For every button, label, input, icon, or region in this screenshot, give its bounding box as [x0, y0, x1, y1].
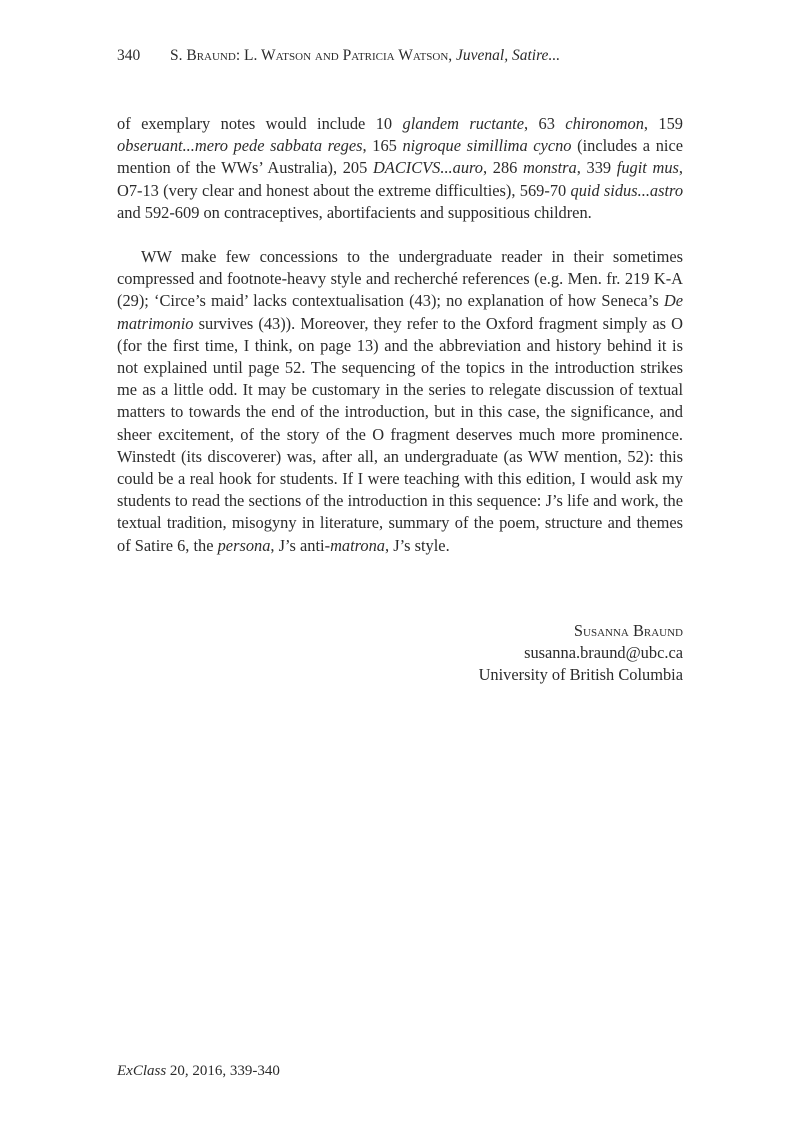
review-body [117, 113, 683, 557]
text-run: survives (43)). Moreover, they refer to the Oxford fragment simply as O (for the first time, I think, on page 13) and the abbreviation and history behind it is not explained until page 52. The sequencing of the topics in the introduction strikes me as a little odd. It may be customary in the series to relegate discussion of textual matters to towards the end of the introduction, but in this case, the significance, and sheer excitement, of the story of the O fragment deserves much more prominence. Winstedt (its discoverer) was, after all, an undergraduate (as WW mention, 52): this could be a real hook for students. If I were teaching with this edition, I would ask my students to read the sections of the introduction in this sequence: J’s life and work, the textual tradition, misogyny in literature, summary of the poem, structure and themes of Satire 6, the [117, 313, 683, 555]
running-header [117, 46, 683, 66]
italic-title: De matrimonio [117, 291, 683, 333]
paragraph-critique [117, 246, 683, 557]
reviewer-affiliation: University of British Columbia [478, 665, 683, 685]
latin-citation: fugit mus [616, 158, 679, 178]
header-comma: , [448, 47, 457, 64]
text-run: , 63 [523, 114, 566, 133]
latin-citation: DACICVS...auro [372, 158, 483, 178]
header-book-title: Juvenal, Satire... [456, 47, 561, 64]
text-run: WW make few concessions to the undergraduate reader in their sometimes compressed and footnote-heavy style and recherché references (e.g. Men. fr. 219 K-A (29); ‘Circe’s maid’ lacks contextualisation (43); no explanation of how Seneca’s [117, 247, 683, 311]
latin-citation: quid sidus...astro [570, 180, 684, 200]
text-run: , J’s style. [385, 535, 450, 555]
italic-term: persona [217, 535, 271, 555]
reviewer-name: Susanna Braund [573, 621, 683, 640]
latin-citation: monstra [523, 158, 577, 178]
text-run: , 286 [483, 158, 524, 178]
text-run: , 165 [362, 136, 403, 156]
paragraph-exemplary-notes [117, 113, 683, 224]
latin-citation: obseruant...mero pede sabbata reges [117, 136, 363, 156]
text-run: , O7-13 (very clear and honest about the extreme difficulties), 569-70 [117, 158, 684, 200]
text-run: , 339 [576, 158, 617, 178]
latin-citation: nigroque simillima cycno [402, 136, 572, 156]
reviewer-email[interactable]: susanna.braund@ubc.ca [524, 643, 683, 663]
header-separator: : [235, 47, 245, 64]
journal-name: ExClass [117, 1063, 167, 1079]
page-number: 340 [117, 47, 141, 64]
italic-term: matrona [330, 535, 386, 555]
text-run: and 592-609 on contraceptives, abortifacients and suppositious children. [117, 202, 592, 222]
reviewer-signature [479, 620, 683, 687]
journal-citation: 20, 2016, 339-340 [166, 1063, 280, 1079]
text-run: , 159 [643, 114, 683, 133]
text-run: of exemplary notes would include 10 [117, 114, 403, 133]
text-run: , J’s anti- [270, 535, 331, 555]
text-run: (includes a nice mention of the WWs’ Australia), 205 [117, 136, 683, 178]
journal-footer [117, 1061, 280, 1081]
latin-citation: glandem ructante [402, 114, 524, 133]
latin-citation: chironomon [565, 114, 644, 133]
header-author: S. Braund [170, 47, 236, 64]
header-reviewed-authors: L. Watson and Patricia Watson [244, 47, 449, 64]
